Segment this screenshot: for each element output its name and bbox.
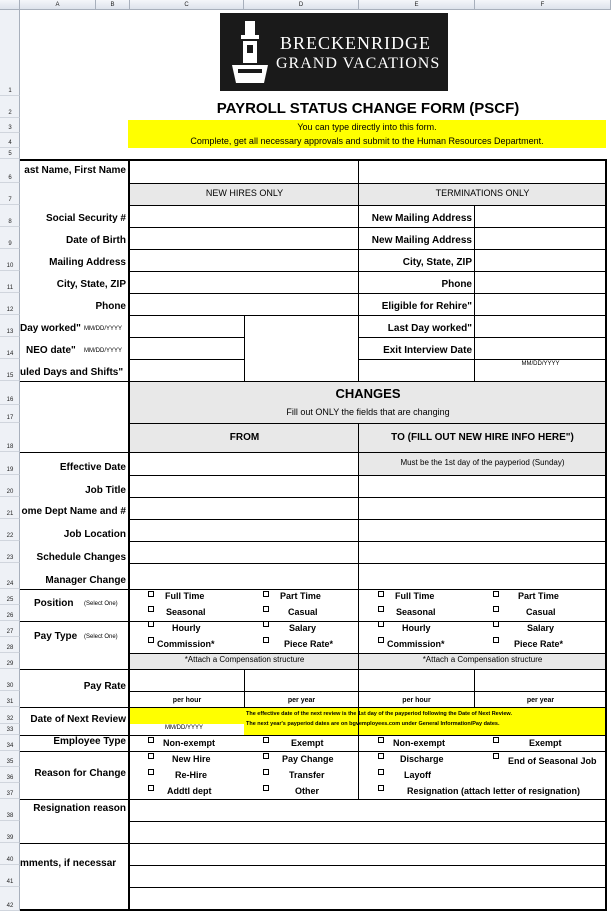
phone-label: Phone <box>95 301 126 312</box>
tower-logo-icon <box>228 19 272 85</box>
from-full-time-label: Full Time <box>165 591 205 601</box>
row-header-2[interactable]: 2 <box>0 96 20 118</box>
discharge-label: Discharge <box>400 754 444 764</box>
dob-input[interactable] <box>130 228 358 249</box>
pay-change-checkbox[interactable] <box>263 753 269 759</box>
addtl-dept-label: Addtl dept <box>167 786 212 796</box>
to-part-time-checkbox[interactable] <box>493 591 499 597</box>
re-hire-label: Re-Hire <box>175 770 208 780</box>
exit-date-format: MM/DD/YYYY <box>521 361 560 367</box>
pay-rate-label: Pay Rate <box>83 681 126 692</box>
end-season-checkbox[interactable] <box>493 753 499 759</box>
new-mailing-label-2: New Mailing Address <box>371 235 472 246</box>
from-non-exempt-checkbox[interactable] <box>148 737 154 743</box>
layoff-checkbox[interactable] <box>378 769 384 775</box>
to-per-hour: per hour <box>402 697 431 704</box>
from-casual-label: Casual <box>288 607 318 617</box>
from-salary-label: Salary <box>289 623 317 633</box>
row-header-10[interactable]: 10 <box>0 249 20 271</box>
from-part-time-label: Part Time <box>280 591 321 601</box>
dob-label: Date of Birth <box>66 235 126 246</box>
row-header-31[interactable]: 31 <box>0 691 20 707</box>
column-header-d[interactable]: D <box>244 0 359 10</box>
other-label: Other <box>295 786 320 796</box>
to-seasonal-label: Seasonal <box>396 607 436 617</box>
row-header-30[interactable]: 30 <box>0 669 20 691</box>
form-title: PAYROLL STATUS CHANGE FORM (PSCF) <box>216 100 520 117</box>
from-seasonal-checkbox[interactable] <box>148 606 154 612</box>
from-piece-rate-label: Piece Rate* <box>284 639 334 649</box>
changes-title: CHANGES <box>335 386 401 401</box>
from-hourly-rate-input[interactable] <box>130 670 244 691</box>
column-header-e[interactable]: E <box>359 0 475 10</box>
row-header-6[interactable]: 6 <box>0 159 20 183</box>
row-header-16[interactable]: 16 <box>0 381 20 405</box>
to-manager-input[interactable] <box>359 564 605 589</box>
exit-date-input[interactable] <box>475 338 605 359</box>
from-piece-rate-checkbox[interactable] <box>263 637 269 643</box>
resignation-reason-input[interactable] <box>130 800 605 843</box>
row-header-41[interactable]: 41 <box>0 865 20 887</box>
from-commission-label: Commission* <box>157 639 215 649</box>
row-header-24[interactable]: 24 <box>0 563 20 589</box>
schedule-changes-label: Schedule Changes <box>36 552 126 563</box>
row-header-7[interactable]: 7 <box>0 183 20 205</box>
comments-input[interactable] <box>130 844 605 909</box>
row-header-39[interactable]: 39 <box>0 821 20 843</box>
to-per-year: per year <box>526 697 555 704</box>
new-hires-header: NEW HIRES ONLY <box>205 188 284 198</box>
neo-date-label: NEO date" <box>26 345 76 356</box>
from-yearly-rate-input[interactable] <box>245 670 358 691</box>
from-non-exempt-label: Non-exempt <box>163 738 216 748</box>
from-manager-input[interactable] <box>130 564 358 589</box>
row-header-11[interactable]: 11 <box>0 271 20 293</box>
rehire-label: Eligible for Rehire" <box>381 301 472 312</box>
row-header-27[interactable]: 27 <box>0 621 20 637</box>
to-job-location-input[interactable] <box>359 520 605 541</box>
review-note-line1: The effective date of the next review is the 1st day of the payperiod following the Date of Next Review. <box>246 711 512 717</box>
position-select-one: (Select One) <box>84 601 118 607</box>
instructions-line1: You can type directly into this form. <box>297 122 437 132</box>
new-hire-label: New Hire <box>172 754 211 764</box>
resignation-option-label: Resignation (attach letter of resignation) <box>407 786 581 796</box>
to-full-time-label: Full Time <box>395 591 435 601</box>
from-exempt-checkbox[interactable] <box>263 737 269 743</box>
row-header-9[interactable]: 9 <box>0 227 20 249</box>
next-review-input[interactable] <box>130 708 244 724</box>
column-header-b[interactable]: B <box>96 0 130 10</box>
row-header-20[interactable]: 20 <box>0 475 20 497</box>
new-mailing-label-1: New Mailing Address <box>371 213 472 224</box>
from-home-dept-input[interactable] <box>130 498 358 519</box>
job-location-label: Job Location <box>63 529 126 540</box>
exit-interview-label: Exit Interview Date <box>383 345 472 356</box>
row-header-13[interactable]: 13 <box>0 315 20 337</box>
row-header-25[interactable]: 25 <box>0 589 20 605</box>
to-hourly-label: Hourly <box>402 623 431 633</box>
from-seasonal-label: Seasonal <box>166 607 206 617</box>
to-piece-rate-label: Piece Rate* <box>514 639 564 649</box>
row-header-29[interactable]: 29 <box>0 653 20 669</box>
day-worked-format: MM/DD/YYYY <box>84 326 123 332</box>
row-header-37[interactable]: 37 <box>0 783 20 799</box>
row-header-38[interactable]: 38 <box>0 799 20 821</box>
to-seasonal-checkbox[interactable] <box>378 606 384 612</box>
next-review-format: MM/DD/YYYY <box>165 725 204 731</box>
neo-date-format: MM/DD/YYYY <box>84 348 123 354</box>
from-per-year: per year <box>287 697 316 704</box>
last-day-input[interactable] <box>475 316 605 337</box>
to-yearly-rate-input[interactable] <box>475 670 605 691</box>
new-mailing-input-1[interactable] <box>475 206 605 227</box>
city-label: City, State, ZIP <box>56 279 126 290</box>
row-header-14[interactable]: 14 <box>0 337 20 359</box>
to-casual-checkbox[interactable] <box>493 606 499 612</box>
to-hourly-rate-input[interactable] <box>359 670 474 691</box>
term-city-label: City, State, ZIP <box>402 257 472 268</box>
row-header-34[interactable]: 34 <box>0 735 20 751</box>
from-job-title-input[interactable] <box>130 476 358 497</box>
effective-date-note: Must be the 1st day of the payperiod (Sunday) <box>400 458 565 467</box>
end-season-label: End of Seasonal Job <box>508 756 597 766</box>
logo-line1: BRECKENRIDGE <box>280 33 431 53</box>
to-salary-label: Salary <box>527 623 555 633</box>
row-header-1[interactable]: 1 <box>0 10 20 96</box>
rehire-input[interactable] <box>475 294 605 315</box>
row-header-22[interactable]: 22 <box>0 519 20 541</box>
logo <box>220 13 448 91</box>
neo-date-input[interactable] <box>130 338 244 359</box>
term-phone-label: Phone <box>441 279 472 290</box>
column-header-a[interactable]: A <box>20 0 96 10</box>
day-worked-input[interactable] <box>130 316 244 337</box>
term-phone-input[interactable] <box>475 272 605 293</box>
row-header-3[interactable]: 3 <box>0 118 20 133</box>
ssn-label: Social Security # <box>45 213 126 224</box>
to-salary-checkbox[interactable] <box>493 621 499 627</box>
row-header-5[interactable]: 5 <box>0 148 20 159</box>
to-full-time-checkbox[interactable] <box>378 591 384 597</box>
next-review-label: Date of Next Review <box>30 714 126 725</box>
from-salary-checkbox[interactable] <box>263 621 269 627</box>
mailing-input[interactable] <box>130 250 358 271</box>
addtl-dept-checkbox[interactable] <box>148 785 154 791</box>
from-exempt-label: Exempt <box>291 738 324 748</box>
position-label: Position <box>34 598 74 609</box>
to-hourly-checkbox[interactable] <box>378 621 384 627</box>
job-title-label: Job Title <box>85 485 126 496</box>
name-input[interactable] <box>130 161 358 183</box>
employee-type-label: Employee Type <box>53 736 126 747</box>
corner-cell[interactable] <box>0 0 20 10</box>
to-commission-label: Commission* <box>387 639 445 649</box>
to-exempt-label: Exempt <box>529 738 562 748</box>
to-home-dept-input[interactable] <box>359 498 605 519</box>
name-input-right[interactable] <box>359 161 605 183</box>
to-exempt-checkbox[interactable] <box>493 737 499 743</box>
to-non-exempt-checkbox[interactable] <box>378 737 384 743</box>
day-worked-label: Day worked" <box>20 323 81 334</box>
column-header-f[interactable]: F <box>475 0 611 10</box>
from-hourly-label: Hourly <box>172 623 201 633</box>
effective-date-label: Effective Date <box>59 462 126 473</box>
terminations-header: TERMINATIONS ONLY <box>435 188 530 198</box>
pay-change-label: Pay Change <box>282 754 334 764</box>
name-label: ast Name, First Name <box>24 165 126 176</box>
row-header-28[interactable]: 28 <box>0 637 20 653</box>
from-effective-date-input[interactable] <box>130 453 358 475</box>
row-header-40[interactable]: 40 <box>0 843 20 865</box>
from-per-hour: per hour <box>172 697 202 704</box>
from-hourly-checkbox[interactable] <box>148 621 154 627</box>
to-part-time-label: Part Time <box>518 591 559 601</box>
to-non-exempt-label: Non-exempt <box>393 738 446 748</box>
row-header-12[interactable]: 12 <box>0 293 20 315</box>
instructions-line2: Complete, get all necessary approvals and submit to the Human Resources Department. <box>190 136 544 146</box>
row-header-33[interactable]: 33 <box>0 724 20 735</box>
discharge-checkbox[interactable] <box>378 753 384 759</box>
row-header-36[interactable]: 36 <box>0 767 20 783</box>
row-header-21[interactable]: 21 <box>0 497 20 519</box>
reason-label: Reason for Change <box>34 768 126 779</box>
transfer-checkbox[interactable] <box>263 769 269 775</box>
scheduled-days-label: uled Days and Shifts" <box>20 367 124 378</box>
to-attach-note: *Attach a Compensation structure <box>422 655 543 664</box>
last-day-label: Last Day worked" <box>387 323 472 334</box>
home-dept-label: ome Dept Name and # <box>21 506 126 517</box>
from-casual-checkbox[interactable] <box>263 606 269 612</box>
scheduled-days-input[interactable] <box>130 360 244 381</box>
to-commission-checkbox[interactable] <box>378 637 384 643</box>
re-hire-checkbox[interactable] <box>148 769 154 775</box>
ssn-input[interactable] <box>130 206 358 227</box>
resignation-checkbox[interactable] <box>378 785 384 791</box>
column-header-c[interactable]: C <box>130 0 244 10</box>
row-header-23[interactable]: 23 <box>0 541 20 563</box>
from-attach-note: *Attach a Compensation structure <box>184 655 305 664</box>
other-checkbox[interactable] <box>263 785 269 791</box>
changes-note: Fill out ONLY the fields that are changing <box>286 407 450 417</box>
to-job-title-input[interactable] <box>359 476 605 497</box>
row-header-26[interactable]: 26 <box>0 605 20 621</box>
from-schedule-input[interactable] <box>130 542 358 563</box>
pay-type-label: Pay Type <box>34 631 78 642</box>
manager-change-label: Manager Change <box>45 575 126 586</box>
pay-type-select-one: (Select One) <box>84 634 118 640</box>
transfer-label: Transfer <box>289 770 325 780</box>
to-casual-label: Casual <box>526 607 556 617</box>
from-header: FROM <box>229 432 260 443</box>
logo-line2: GRAND VACATIONS <box>276 55 441 72</box>
from-part-time-checkbox[interactable] <box>263 591 269 597</box>
new-mailing-input-2[interactable] <box>475 228 605 249</box>
term-city-input[interactable] <box>475 250 605 271</box>
mailing-label: Mailing Address <box>49 257 126 268</box>
row-header-42[interactable]: 42 <box>0 887 20 911</box>
row-header-32[interactable]: 32 <box>0 707 20 724</box>
resignation-reason-label: Resignation reason <box>33 803 126 814</box>
row-header-17[interactable]: 17 <box>0 405 20 423</box>
comments-label: mments, if necessar <box>20 858 117 869</box>
row-header-15[interactable]: 15 <box>0 359 20 381</box>
phone-input[interactable] <box>130 294 358 315</box>
row-header-19[interactable]: 19 <box>0 452 20 475</box>
to-piece-rate-checkbox[interactable] <box>493 637 499 643</box>
review-note-line2: The next year's payperiod dates are on bgvemployees.com under General Information/Pay dates. <box>246 721 500 727</box>
layoff-label: Layoff <box>404 770 431 780</box>
new-hire-checkbox[interactable] <box>148 753 154 759</box>
row-header-35[interactable]: 35 <box>0 751 20 767</box>
from-commission-checkbox[interactable] <box>148 637 154 643</box>
row-header-4[interactable]: 4 <box>0 133 20 148</box>
from-job-location-input[interactable] <box>130 520 358 541</box>
from-full-time-checkbox[interactable] <box>148 591 154 597</box>
row-header-18[interactable]: 18 <box>0 423 20 452</box>
to-header: TO (FILL OUT NEW HIRE INFO HERE") <box>391 432 574 443</box>
city-input[interactable] <box>130 272 358 293</box>
row-header-8[interactable]: 8 <box>0 205 20 227</box>
to-schedule-input[interactable] <box>359 542 605 563</box>
